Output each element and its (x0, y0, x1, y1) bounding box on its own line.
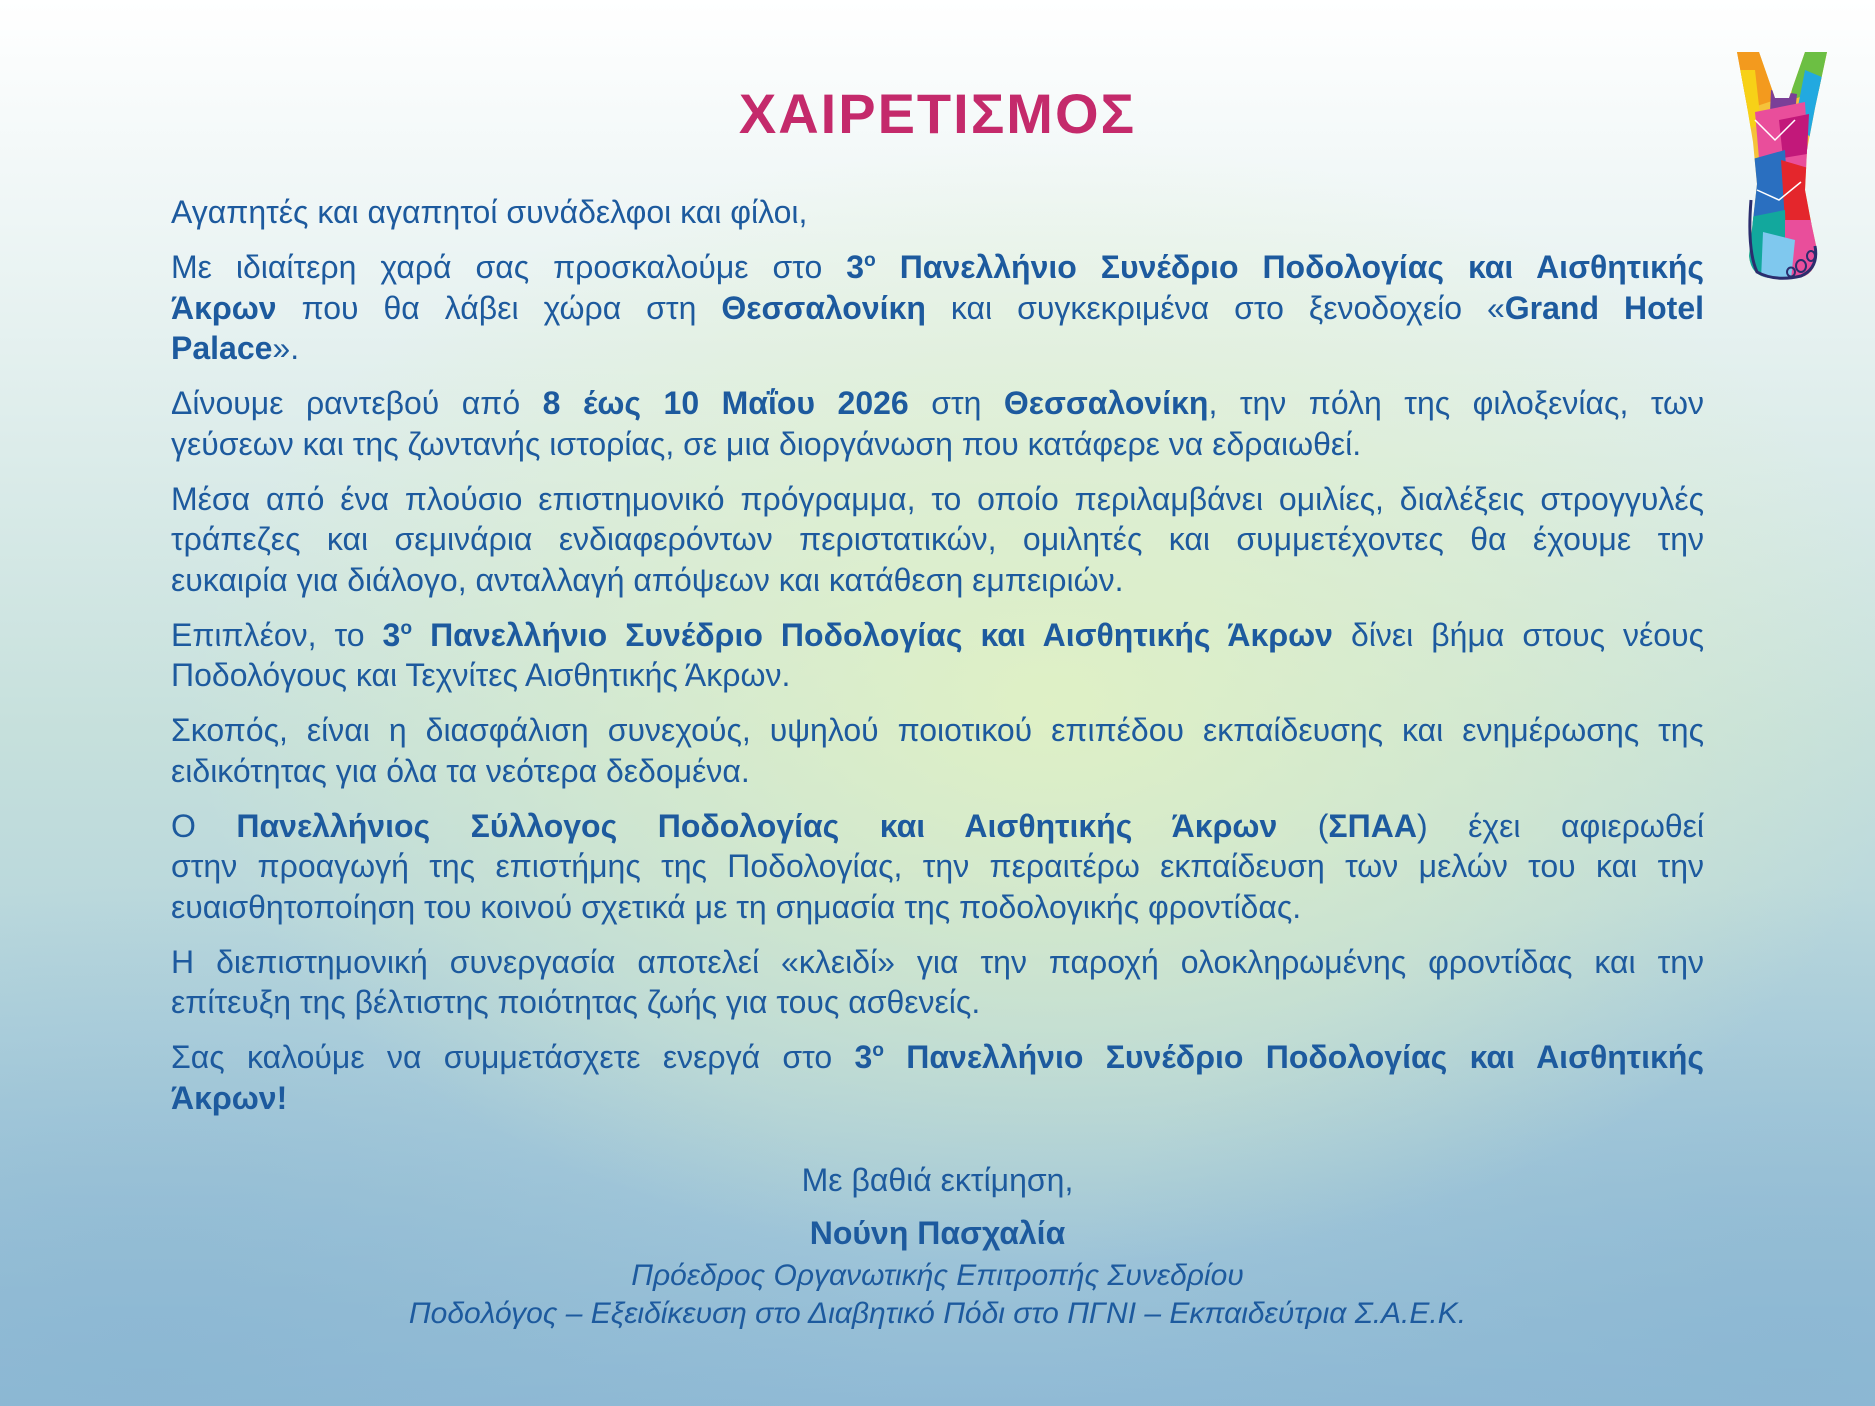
body-text: επίτευξη της βέλτιστης ποιότητας ζωής για τους ασθενείς. (171, 984, 981, 1020)
paragraph-4 (171, 479, 1704, 601)
bold-text: Πανελλήνιο Συνέδριο Ποδολογίας και Αισθητικής (875, 249, 1705, 285)
ordinal-superscript: ο (400, 617, 413, 639)
paragraph-line (171, 751, 1704, 792)
paragraph-line (171, 424, 1704, 465)
paragraph-line (171, 982, 1704, 1023)
paragraph-line (171, 615, 1704, 656)
bold-text: 3 (846, 249, 864, 285)
paragraph-line (171, 383, 1704, 424)
body-text: Σας καλούμε να συμμετάσχετε ενεργά στο (171, 1039, 855, 1075)
body-text: Μέσα από ένα πλούσιο επιστημονικό πρόγραμμα, το οποίο περιλαμβάνει ομιλίες, διαλέξεις στρογγυλές (171, 480, 1704, 517)
paragraph-line (171, 1037, 1704, 1078)
paragraph-line (171, 710, 1704, 751)
ordinal-superscript: ο (864, 250, 876, 272)
bold-text: 3 (382, 616, 401, 653)
body-text: στην προαγωγή της επιστήμης της Ποδολογίας, την περαιτέρω εκπαίδευση των μελών του και την (171, 848, 1704, 884)
conference-logo-icon (1735, 50, 1829, 280)
closing-regards: Με βαθιά εκτίμηση, (801, 1162, 1074, 1198)
body-text: δίνει βήμα στους νέους (1332, 616, 1705, 653)
paragraph-line (171, 519, 1704, 560)
paragraph-line (171, 655, 1704, 696)
paragraph-line (171, 1078, 1704, 1119)
paragraph-line (171, 192, 1704, 233)
body-text: Ο (171, 807, 237, 844)
paragraph-3 (171, 383, 1704, 464)
paragraph-line (171, 887, 1704, 928)
body-text: ». (272, 330, 300, 366)
body-text: Η διεπιστημονική συνεργασία αποτελεί «κλειδί» για την παροχή ολοκληρωμένης φροντίδας και την (171, 943, 1704, 980)
signatory-role: Πρόεδρος Οργανωτικής Επιτροπής Συνεδρίου (631, 1259, 1244, 1292)
body-text: και συγκεκριμένα στο ξενοδοχείο « (925, 289, 1505, 326)
paragraph-line (171, 247, 1704, 288)
bold-text: Θεσσαλονίκη (721, 289, 926, 326)
body-text: Δίνουμε ραντεβού από (171, 385, 543, 421)
ordinal-superscript: ο (872, 1040, 884, 1062)
bold-text: ΣΠΑΑ (1328, 807, 1417, 844)
body-text: ευκαιρία για διάλογο, ανταλλαγή απόψεων και κατάθεση εμπειριών. (171, 561, 1124, 598)
bold-text: Πανελλήνιο Συνέδριο Ποδολογίας και Αισθητικής (883, 1039, 1705, 1075)
body-text: Σκοπός, είναι η διασφάλιση συνεχούς, υψηλού ποιοτικού επιπέδου εκπαίδευσης και ενημέρωσης της (171, 712, 1704, 748)
bold-text: Πανελλήνιο Συνέδριο Ποδολογίας και Αισθητικής Άκρων (412, 616, 1333, 653)
body-text: που θα λάβει χώρα στη (276, 289, 722, 326)
paragraph-line (171, 288, 1704, 329)
paragraph-5 (171, 615, 1704, 696)
paragraph-7 (171, 806, 1704, 928)
paragraph-8 (171, 942, 1704, 1023)
body-text: τράπεζες και σεμινάρια ενδιαφερόντων περιστατικών, ομιλητές και συμμετέχοντες θα έχουμε την (171, 521, 1704, 557)
body-text: ειδικότητας για όλα τα νεότερα δεδομένα. (171, 752, 750, 789)
body-text: Επιπλέον, το (171, 616, 383, 653)
body-text: Με ιδιαίτερη χαρά σας προσκαλούμε στο (171, 249, 847, 285)
bold-text: Grand Hotel (1504, 289, 1705, 326)
paragraph-6 (171, 710, 1704, 791)
body-text: ) έχει αφιερωθεί (1416, 807, 1705, 844)
paragraph-line (171, 560, 1704, 601)
page-title: ΧΑΙΡΕΤΙΣΜΟΣ (738, 82, 1137, 145)
paragraph-line (171, 479, 1704, 520)
body-text: , την πόλη της φιλοξενίας, των (1208, 385, 1705, 421)
paragraph-line (171, 942, 1704, 983)
bold-text: Άκρων! (171, 1079, 288, 1116)
bold-text: Θεσσαλονίκη (1003, 385, 1209, 421)
paragraph-line (171, 846, 1704, 887)
paragraph-1 (171, 192, 1704, 233)
body-text: ευαισθητοποίηση του κοινού σχετικά με τη σημασία της ποδολογικής φροντίδας. (171, 888, 1302, 925)
bold-text: Πανελλήνιος Σύλλογος Ποδολογίας και Αισθητικής Άκρων (236, 807, 1278, 844)
paragraph-9 (171, 1037, 1704, 1118)
body-text: ( (1277, 807, 1329, 844)
paragraph-2 (171, 247, 1704, 369)
bold-text: Άκρων (171, 289, 277, 326)
body-text: στη (908, 385, 1004, 421)
paragraph-line (171, 328, 1704, 369)
signatory-credentials: Ποδολόγος – Εξειδίκευση στο Διαβητικό Πόδι στο ΠΓΝΙ – Εκπαιδεύτρια Σ.Α.Ε.Κ. (408, 1297, 1467, 1330)
letter-body (171, 192, 1704, 1133)
paragraph-line (171, 806, 1704, 847)
bold-text: 3 (854, 1039, 873, 1075)
signature-block (0, 1160, 1875, 1333)
body-text: Αγαπητές και αγαπητοί συνάδελφοι και φίλοι, (171, 194, 808, 230)
bold-text: Palace (171, 330, 273, 366)
body-text: γεύσεων και της ζωντανής ιστορίας, σε μια διοργάνωση που κατάφερε να εδραιωθεί. (171, 425, 1362, 462)
signatory-name: Νούνη Πασχαλία (809, 1215, 1066, 1251)
body-text: Ποδολόγους και Τεχνίτες Αισθητικής Άκρων. (171, 657, 791, 693)
bold-text: 8 έως 10 Μαΐου 2026 (542, 385, 909, 421)
